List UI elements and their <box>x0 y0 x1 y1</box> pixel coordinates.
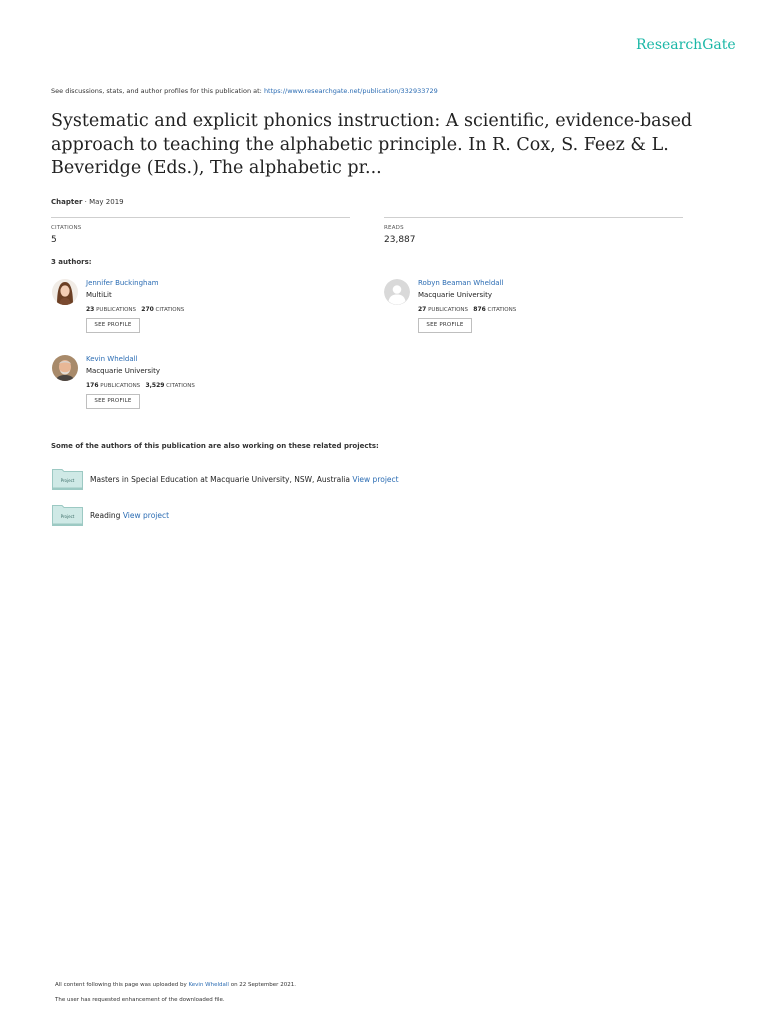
publications-count: 23 <box>86 306 95 313</box>
upload-note-suffix: on 22 September 2021. <box>228 982 296 988</box>
publication-type: Chapter <box>51 198 83 206</box>
citations-stat <box>51 217 350 245</box>
author-name-link[interactable]: Robyn Beaman Wheldall <box>418 279 504 287</box>
discussions-line <box>51 87 438 95</box>
project-folder-icon[interactable] <box>52 468 83 490</box>
default-avatar-icon <box>384 279 410 305</box>
project-text <box>90 475 399 484</box>
see-profile-button[interactable]: SEE PROFILE <box>86 394 140 409</box>
author-counts <box>418 306 516 313</box>
author-citations-count: 876 <box>473 306 486 313</box>
project-text <box>90 511 169 520</box>
related-projects-heading: Some of the authors of this publication are also working on these related projects: <box>51 442 379 450</box>
author-citations-label: CITATIONS <box>155 307 185 313</box>
upload-note <box>55 982 296 988</box>
author-counts <box>86 382 195 389</box>
upload-note-prefix: All content following this page was uploaded by <box>55 982 189 988</box>
author-institution: Macquarie University <box>418 291 493 299</box>
publications-label: PUBLICATIONS <box>96 307 137 313</box>
author-name-link[interactable]: Jennifer Buckingham <box>86 279 159 287</box>
publication-date: May 2019 <box>89 198 124 206</box>
view-project-link[interactable]: View project <box>352 475 399 484</box>
author-counts <box>86 306 184 313</box>
see-profile-button[interactable]: SEE PROFILE <box>418 318 472 333</box>
author-institution: MultiLit <box>86 291 112 299</box>
authors-heading: 3 authors: <box>51 258 92 266</box>
publication-meta <box>51 198 124 206</box>
publication-url-link[interactable]: https://www.researchgate.net/publication/332933729 <box>263 87 438 95</box>
reads-stat <box>384 217 683 245</box>
author-avatar[interactable] <box>52 279 78 305</box>
author-avatar[interactable] <box>52 355 78 381</box>
meta-separator: · <box>82 198 90 206</box>
author-avatar[interactable] <box>384 279 410 305</box>
author-citations-count: 3,529 <box>145 382 165 389</box>
person-photo-icon <box>52 355 78 381</box>
project-folder-icon[interactable] <box>52 504 83 526</box>
publications-count: 176 <box>86 382 99 389</box>
reads-count: 23,887 <box>384 235 416 245</box>
researchgate-logo[interactable]: ResearchGate <box>636 37 736 53</box>
project-title: Reading <box>90 511 121 520</box>
reads-label: READS <box>384 225 404 231</box>
uploader-link[interactable]: Kevin Wheldall <box>188 982 229 988</box>
publications-label: PUBLICATIONS <box>428 307 469 313</box>
view-project-link[interactable]: View project <box>122 511 170 520</box>
see-profile-button[interactable]: SEE PROFILE <box>86 318 140 333</box>
enhancement-note: The user has requested enhancement of the downloaded file. <box>55 997 225 1003</box>
person-photo-icon <box>52 279 78 305</box>
publications-label: PUBLICATIONS <box>100 383 141 389</box>
author-citations-count: 270 <box>141 306 154 313</box>
author-name-link[interactable]: Kevin Wheldall <box>86 355 138 363</box>
publications-count: 27 <box>418 306 427 313</box>
citations-count: 5 <box>51 235 57 245</box>
author-citations-label: CITATIONS <box>487 307 517 313</box>
publication-title: Systematic and explicit phonics instruction: A scientific, evidence-based approach to teaching the alphabetic principle. In R. Cox, S. Feez & L. Beveridge (Eds.), The alphabetic pr... <box>51 111 693 178</box>
author-institution: Macquarie University <box>86 367 161 375</box>
project-badge-label: Project <box>60 478 75 483</box>
project-title: Masters in Special Education at Macquarie University, NSW, Australia <box>90 475 350 484</box>
project-badge-label: Project <box>60 514 75 519</box>
discussions-prefix: See discussions, stats, and author profiles for this publication at: <box>51 87 264 95</box>
citations-label: CITATIONS <box>51 225 82 231</box>
author-citations-label: CITATIONS <box>166 383 195 389</box>
